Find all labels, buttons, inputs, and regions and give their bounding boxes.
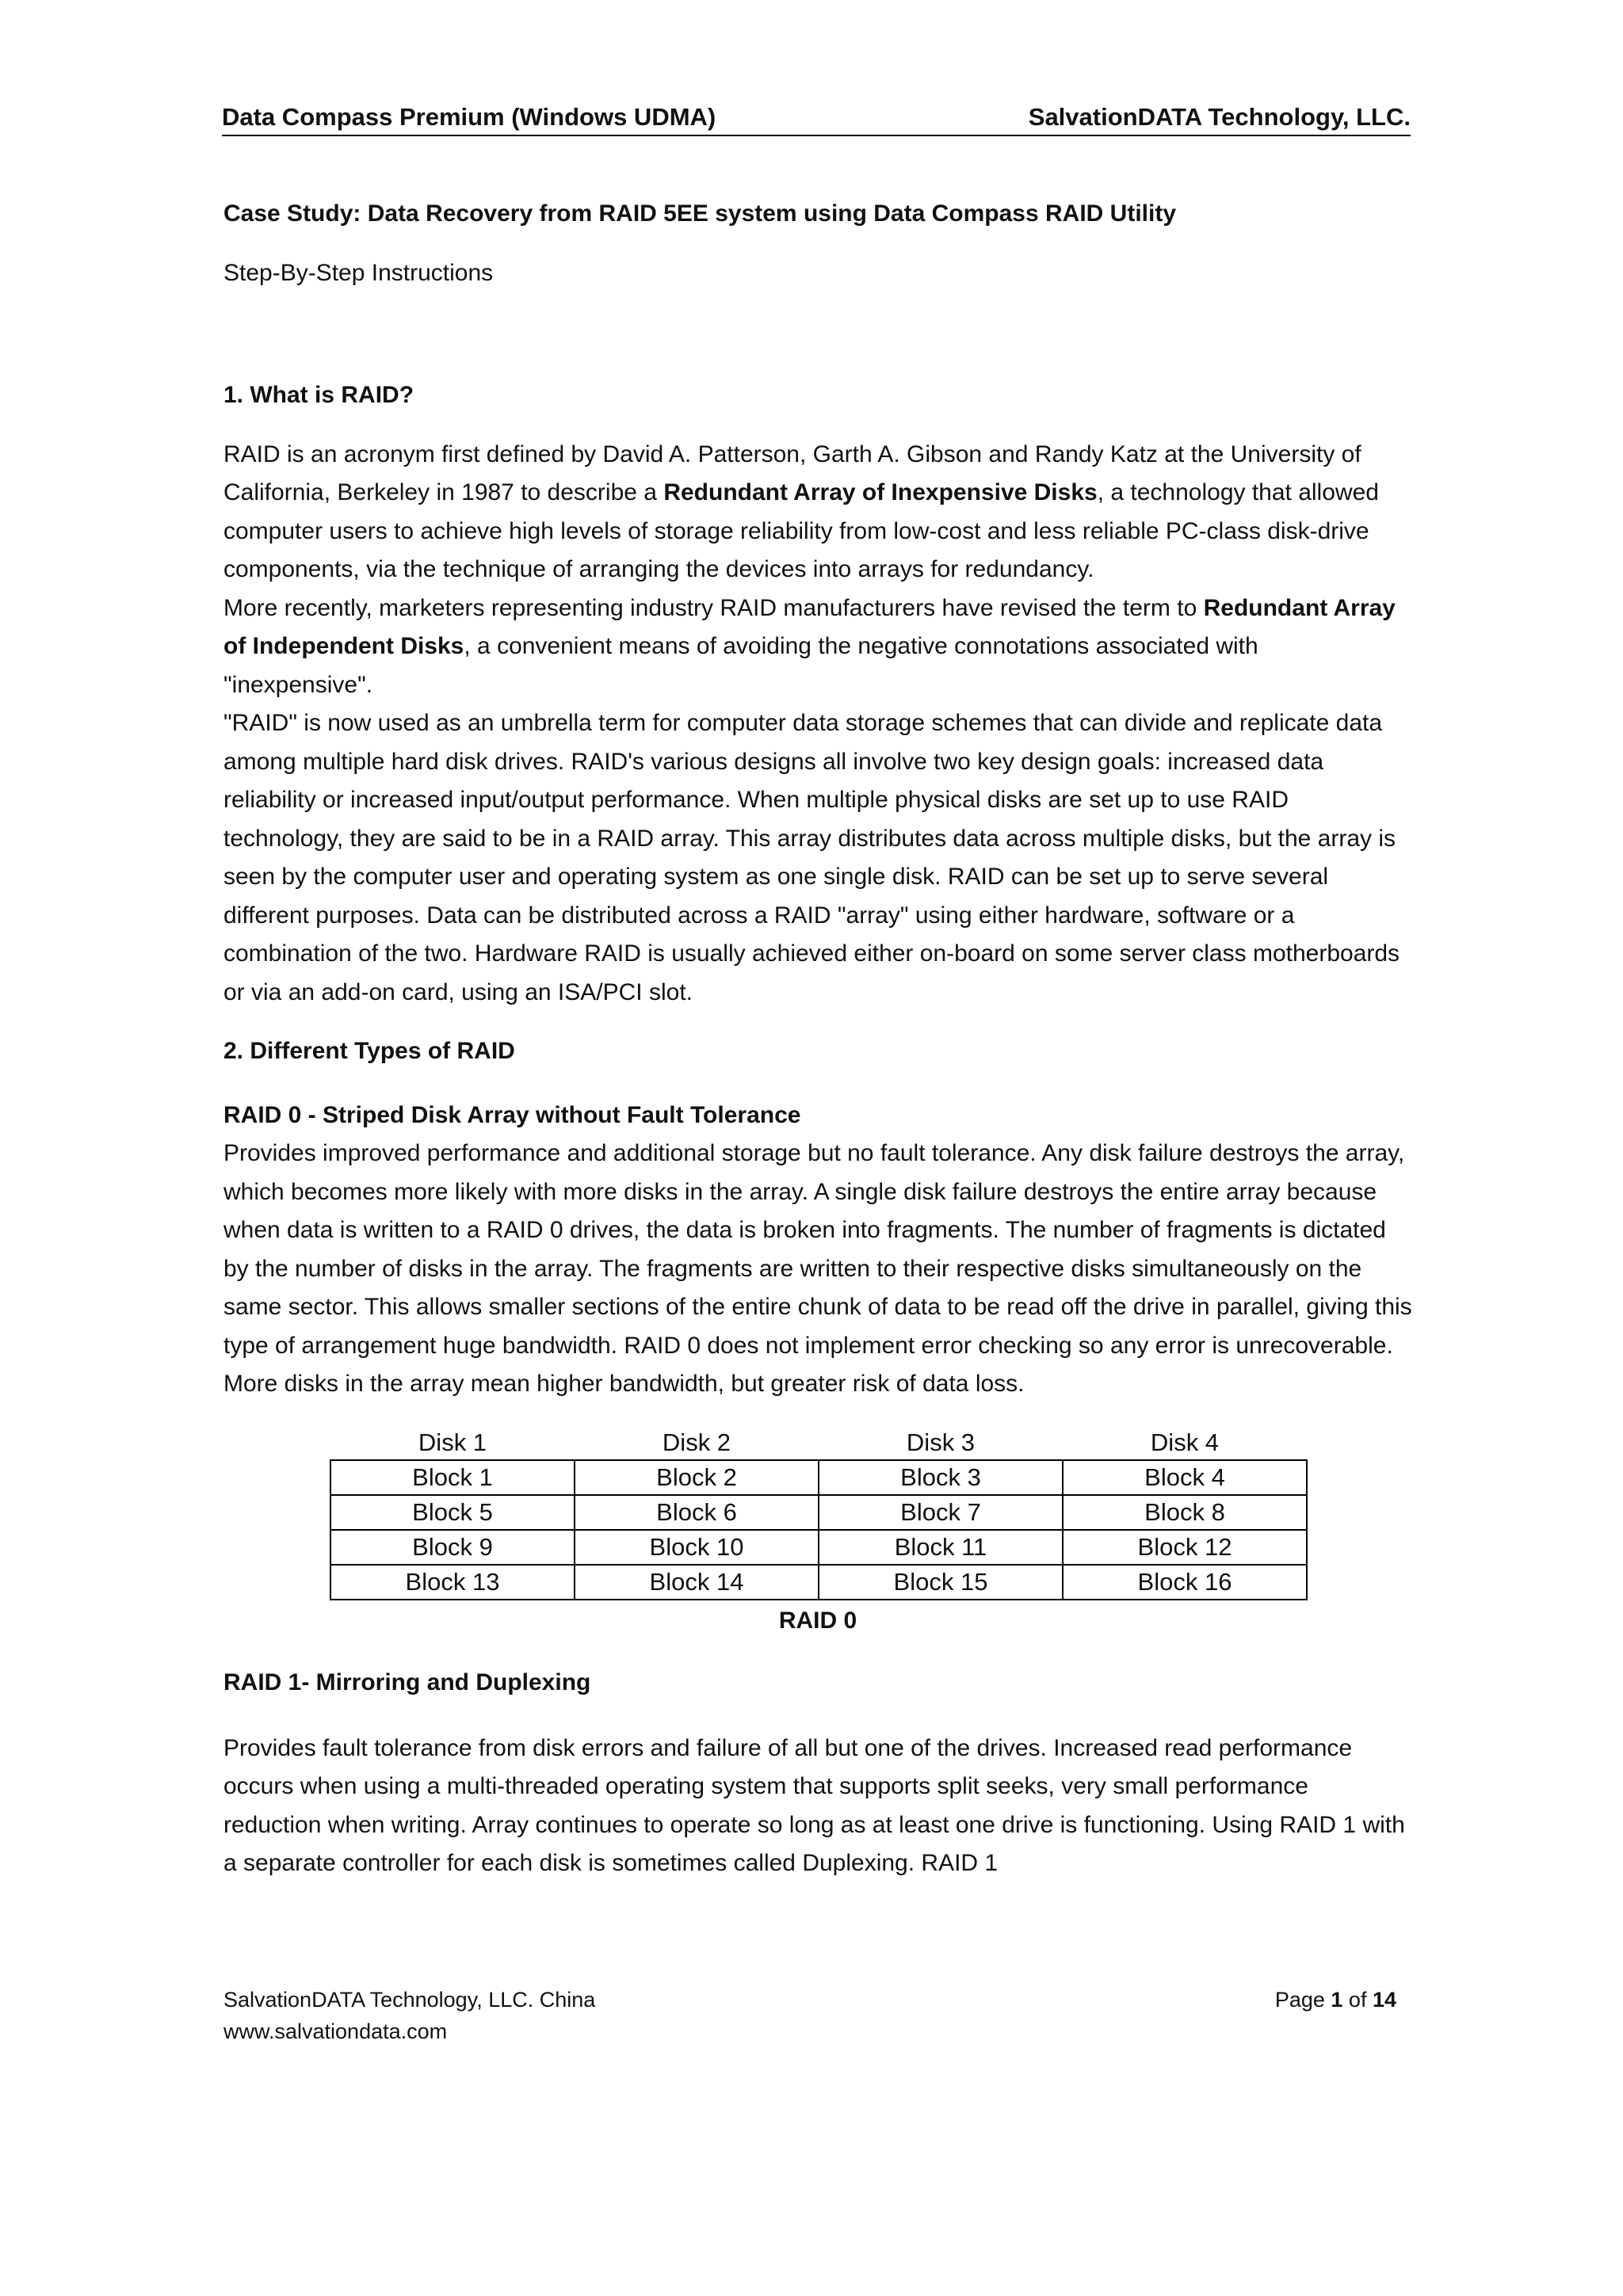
table-cell: Block 6	[575, 1495, 819, 1530]
text-run: More recently, marketers representing industry RAID manufacturers have revised the term to	[223, 594, 1204, 621]
section-1-paragraph-3: "RAID" is now used as an umbrella term for computer data storage schemes that can divide and replicate data among multiple hard disk drives. RAID's various designs all involve two key design goals: increased data reliability or increased input/output performance. When multiple physical disks are set up to use RAID technology, they are said to be in a RAID array. This array distributes data across multiple disks, but the array is seen by the computer user and operating system as one single disk. RAID can be set up to serve several different purposes. Data can be distributed across a RAID "array" using either hardware, software or a combination of the two. Hardware RAID is usually achieved either on-board on some server class motherboards or via an add-on card, using an ISA/PCI slot.	[223, 710, 1400, 1005]
raid1-title: RAID 1- Mirroring and Duplexing	[223, 1669, 591, 1695]
bold-term: Redundant Array of Independent Disks	[223, 594, 1396, 659]
total-pages: 14	[1372, 1988, 1396, 2012]
section-1-paragraph-2	[223, 589, 1412, 705]
table-cell: Block 10	[575, 1530, 819, 1565]
raid0-table-header	[330, 1425, 1307, 1460]
header-product-name: Data Compass Premium (Windows UDMA)	[222, 103, 716, 131]
current-page: 1	[1331, 1988, 1343, 2012]
case-study-title: Case Study: Data Recovery from RAID 5EE system using Data Compass RAID Utility	[223, 200, 1177, 227]
table-cell: Block 1	[330, 1460, 575, 1495]
page-header	[222, 95, 1411, 136]
table-cell: Block 16	[1063, 1565, 1307, 1600]
table-header-cell: Disk 4	[1150, 1428, 1220, 1456]
table-cell: Block 9	[330, 1530, 575, 1565]
table-header-cell: Disk 3	[906, 1428, 976, 1456]
section-1-body	[223, 436, 1412, 1013]
table-header-cell: Disk 2	[662, 1428, 731, 1456]
table-row	[330, 1565, 1307, 1600]
bold-term: Redundant Array of Inexpensive Disks	[663, 479, 1098, 505]
header-company-name: SalvationDATA Technology, LLC.	[1028, 103, 1411, 131]
table-cell: Block 8	[1063, 1495, 1307, 1530]
table-cell: Block 13	[330, 1565, 575, 1600]
page-footer	[223, 1984, 1396, 2047]
raid0-description: Provides improved performance and additional storage but no fault tolerance. Any disk failure destroys the array, which becomes more likely with more disks in the array. A single disk failure destroys the entire array because when data is written to a RAID 0 drives, the data is broken into fragments. The number of fragments is dictated by the number of disks in the array. The fragments are written to their respective disks simultaneously on the same sector. This allows smaller sections of the entire chunk of data to be read off the drive in parallel, giving this type of arrangement huge bandwidth. RAID 0 does not implement error checking so any error is unrecoverable. More disks in the array mean higher bandwidth, but greater risk of data loss.	[223, 1140, 1412, 1397]
table-cell: Block 3	[819, 1460, 1063, 1495]
raid0-table	[330, 1425, 1308, 1600]
footer-company: SalvationDATA Technology, LLC. China	[223, 1988, 596, 2012]
footer-website: www.salvationdata.com	[223, 2019, 448, 2043]
document-body	[223, 195, 1412, 1883]
text-run: RAID is an acronym first defined by David A. Patterson, Garth A. Gibson and Randy Katz at the University of California, Berkeley in 1987 to describe a	[223, 441, 1361, 505]
table-cell: Block 14	[575, 1565, 819, 1600]
footer-row	[223, 1984, 1396, 2016]
table-cell: Block 11	[819, 1530, 1063, 1565]
table-row	[330, 1530, 1307, 1565]
text-run: Page	[1274, 1988, 1331, 2012]
raid1-description: Provides fault tolerance from disk errors and failure of all but one of the drives. Increased read performance occurs when using a multi-threaded operating system that supports split seeks, very small performance reduction when writing. Array continues to operate so long as at least one drive is functioning. Using RAID 1 with a separate controller for each disk is sometimes called Duplexing. RAID 1	[223, 1734, 1405, 1876]
raid0-title: RAID 0 - Striped Disk Array without Fault Tolerance	[223, 1101, 801, 1128]
table-header-cell: Disk 1	[418, 1428, 487, 1456]
raid0-table-caption: RAID 0	[778, 1607, 857, 1634]
table-row	[330, 1495, 1307, 1530]
table-row	[330, 1460, 1307, 1495]
section-1-paragraph-1	[223, 436, 1412, 589]
section-1-heading: 1. What is RAID?	[223, 382, 414, 408]
section-2-heading: 2. Different Types of RAID	[223, 1038, 515, 1064]
table-cell: Block 12	[1063, 1530, 1307, 1565]
table-cell: Block 5	[330, 1495, 575, 1530]
case-study-subtitle: Step-By-Step Instructions	[223, 259, 494, 286]
table-cell: Block 2	[575, 1460, 819, 1495]
text-run: , a technology that allowed computer users to achieve high levels of storage reliability from low-cost and less reliable PC-class disk-drive components, via the technique of arranging the devices into arrays for redundancy.	[223, 479, 1379, 582]
text-run: , a convenient means of avoiding the negative connotations associated with "inexpensive".	[223, 633, 1258, 698]
table-cell: Block 15	[819, 1565, 1063, 1600]
table-cell: Block 7	[819, 1495, 1063, 1530]
text-run: of	[1342, 1988, 1373, 2012]
page-number	[1275, 1984, 1396, 2016]
table-cell: Block 4	[1063, 1460, 1307, 1495]
